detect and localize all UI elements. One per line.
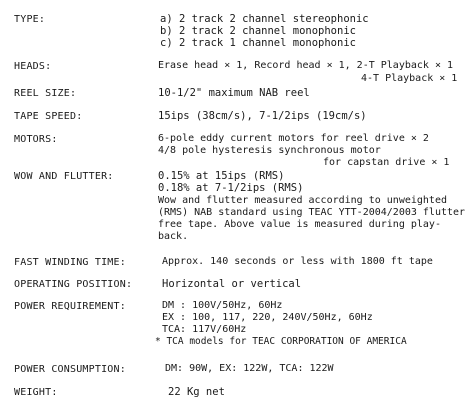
wow-flutter-line-1: 0.15% at 15ips (RMS)	[158, 170, 285, 182]
heads-line-1: Erase head × 1, Record head × 1, 2-T Playback × 1	[158, 60, 454, 71]
power-requirement-note: * TCA models for TEAC CORPORATION OF AMERICA	[155, 336, 407, 347]
power-consumption-value: DM: 90W, EX: 122W, TCA: 122W	[165, 363, 334, 374]
power-requirement-label: POWER REQUIREMENT:	[14, 301, 126, 312]
fast-winding-value: Approx. 140 seconds or less with 1800 ft tape	[162, 256, 433, 267]
weight-label: WEIGHT:	[14, 387, 58, 398]
reel-size-label: REEL SIZE:	[14, 88, 77, 99]
power-requirement-line-1: DM : 100V/50Hz, 60Hz	[162, 300, 283, 311]
motors-label: MOTORS:	[14, 134, 58, 145]
wow-flutter-line-2: 0.18% at 7-1/2ips (RMS)	[158, 182, 304, 194]
power-consumption-label: POWER CONSUMPTION:	[14, 364, 126, 375]
wow-flutter-line-5: free tape. Above value is measured during play-	[158, 219, 441, 230]
motors-line-1: 6-pole eddy current motors for reel drive × 2	[158, 133, 429, 144]
type-line-c: c) 2 track 1 channel monophonic	[160, 37, 356, 49]
type-line-a: a) 2 track 2 channel stereophonic	[160, 13, 369, 25]
fast-winding-label: FAST WINDING TIME:	[14, 257, 126, 268]
heads-label: HEADS:	[14, 61, 52, 72]
weight-value: 22 Kg net	[168, 386, 225, 398]
wow-flutter-line-3: Wow and flutter measured according to unweighted	[158, 195, 447, 206]
type-line-b: b) 2 track 2 channel monophonic	[160, 25, 356, 37]
reel-size-value: 10-1/2" maximum NAB reel	[158, 87, 310, 99]
operating-position-label: OPERATING POSITION:	[14, 279, 133, 290]
wow-flutter-line-4: (RMS) NAB standard using TEAC YTT-2004/2003 flutter	[158, 207, 466, 218]
power-requirement-line-3: TCA: 117V/60Hz	[162, 324, 247, 335]
tape-speed-label: TAPE SPEED:	[14, 111, 83, 122]
motors-line-2: 4/8 pole hysteresis synchronous motor	[158, 145, 381, 156]
type-label: TYPE:	[14, 14, 46, 25]
heads-line-2: 4-T Playback × 1	[361, 73, 458, 84]
wow-flutter-line-6: back.	[158, 231, 189, 242]
motors-line-3: for capstan drive × 1	[323, 157, 450, 168]
wow-flutter-label: WOW AND FLUTTER:	[14, 171, 114, 182]
operating-position-value: Horizontal or vertical	[162, 278, 302, 290]
tape-speed-value: 15ips (38cm/s), 7-1/2ips (19cm/s)	[158, 110, 367, 122]
power-requirement-line-2: EX : 100, 117, 220, 240V/50Hz, 60Hz	[162, 312, 373, 323]
